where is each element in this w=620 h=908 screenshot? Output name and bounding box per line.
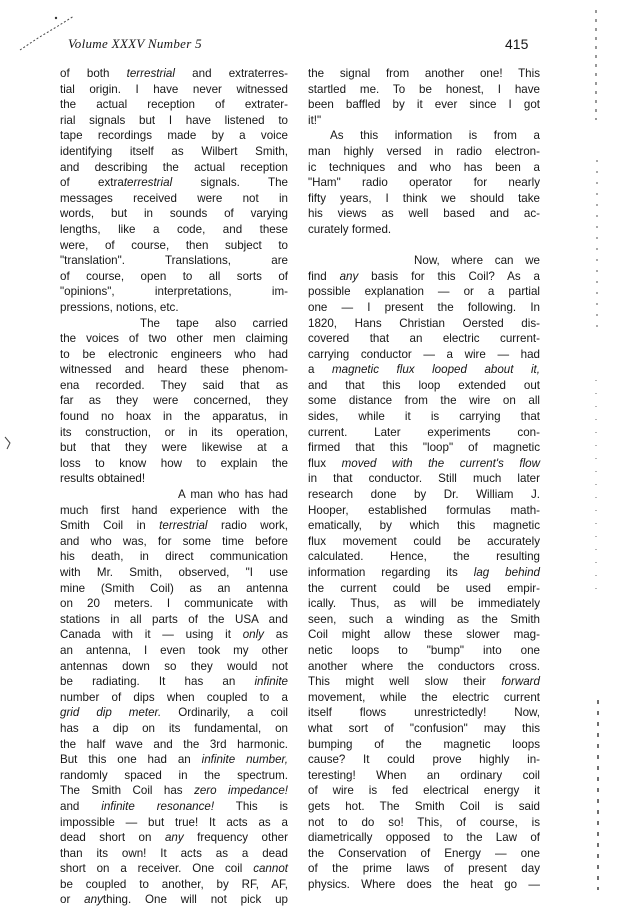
text-line: than its own! It acts as a dead	[60, 846, 288, 860]
text-line: the actual reception of extrater-	[60, 98, 288, 112]
text-line: "Ham" radio operator for nearly	[308, 176, 540, 190]
text-line: not to do so! This, of course, is	[308, 815, 540, 829]
text-line: firmed that this "loop" of magnetic	[308, 441, 540, 455]
text-line: antennas down so they would not	[60, 659, 288, 673]
text-line: current. Later experiments con-	[308, 425, 540, 439]
text-line	[308, 238, 540, 254]
text-line: dead short on any frequency other	[60, 831, 288, 845]
text-line: "translation". Translations, are	[60, 254, 288, 268]
text-line: 1820, Hans Christian Oersted dis-	[308, 316, 540, 330]
text-line: The Smith Coil has zero impedance!	[60, 784, 288, 798]
text-line: movement, while the electric current	[308, 690, 540, 704]
running-header-volume: Volume XXXV Number 5	[68, 36, 202, 51]
text-line: tape recordings made by a voice	[60, 129, 288, 143]
text-line: found no hoax in the apparatus, in	[60, 410, 288, 424]
text-line: the signal from another one! This	[308, 67, 540, 80]
text-line: startled me. To be honest, I have	[308, 82, 540, 96]
text-line: far as they were concerned, they	[60, 394, 288, 408]
text-line: ically. Thus, as will be immediately	[308, 597, 540, 611]
text-line: Now, where can we	[414, 254, 540, 268]
text-line: words, but in sounds of varying	[60, 207, 288, 221]
text-line: and infinite resonance! This is	[60, 799, 288, 813]
text-line: of wire is fed electrical energy it	[308, 784, 540, 798]
text-line: lengths, like a code, and these	[60, 222, 288, 236]
text-line: information regarding its lag behind	[308, 566, 540, 579]
text-line: This might well slow their forward	[308, 675, 540, 689]
text-line: identifying itself as Wilbert Smith,	[60, 144, 288, 158]
text-line: be radiating. It has an infinite	[60, 675, 288, 689]
text-line: results obtained!	[60, 472, 146, 486]
text-line: teresting! When an ordinary coil	[308, 768, 540, 782]
text-line: carrying conductor — a wire — had	[308, 347, 540, 361]
text-line: another where the conductors cross.	[308, 659, 540, 673]
text-line: the current could be used empir-	[308, 581, 540, 595]
text-line: mine (Smith Coil) as an antenna	[60, 581, 288, 595]
text-line: the half wave and the 3rd harmonic.	[60, 737, 288, 751]
text-line: fifty years, I think we should take	[308, 191, 540, 205]
text-line: cause? It could prove highly in-	[308, 753, 540, 767]
text-line: of extraterrestrial signals. The	[60, 176, 288, 190]
text-line: of course, open to all sorts of	[60, 269, 288, 283]
text-line: one — I present the following. In	[308, 300, 540, 314]
text-line: gets hot. The Smith Coil is said	[308, 799, 540, 813]
text-line: a magnetic flux looped about it,	[308, 363, 540, 377]
text-line: find any basis for this Coil? As a	[308, 269, 540, 283]
text-line: possible explanation — or a partial	[308, 285, 540, 299]
text-line: But this one had an infinite number,	[60, 753, 288, 767]
text-line: of the prime laws of present day	[308, 862, 540, 876]
text-line: itself flows unrestrictedly! Now,	[308, 706, 540, 720]
text-line: Hooper, established formulas math-	[308, 503, 540, 517]
text-line: or anything. One will not pick up	[60, 893, 288, 907]
scan-edge-marks	[588, 0, 612, 896]
text-line: Canada with it — using it only as	[60, 628, 288, 642]
text-line: curately formed.	[308, 222, 392, 236]
text-line: witnessed and heard these phenom-	[60, 363, 288, 377]
text-line: of both terrestrial and extraterres-	[60, 67, 288, 80]
scan-left-tick	[4, 436, 14, 450]
text-line: research done by Dr. William J.	[308, 488, 540, 502]
text-line: A man who has had	[178, 488, 288, 502]
text-line: and describing the actual reception	[60, 160, 288, 174]
text-line: grid dip meter. Ordinarily, a coil	[60, 706, 288, 720]
text-line: diametrically opposed to the Law of	[308, 831, 540, 845]
text-line: messages received were not in	[60, 191, 288, 205]
text-line: covered that an electric current-	[308, 332, 540, 346]
text-line: it!"	[308, 113, 322, 127]
text-line: but that they were likewise at a	[60, 441, 288, 455]
text-line: its construction, or in its operation,	[60, 425, 288, 439]
text-line: and that this loop extended out	[308, 378, 540, 392]
text-line: an antenna, I even took my other	[60, 643, 288, 657]
right-text-column	[308, 66, 540, 892]
text-line: were, of course, then subject to	[60, 238, 288, 252]
text-line: calculated. Hence, the resulting	[308, 550, 540, 564]
text-line: to be electronic engineers who had	[60, 347, 288, 361]
text-line: flux moved with the current's flow	[308, 456, 540, 470]
text-line: man highly versed in radio electron-	[308, 144, 540, 158]
text-line: has a dip on its fundamental, on	[60, 721, 288, 735]
text-line: what sort of "confusion" may this	[308, 721, 540, 735]
text-line: netic loops to "bump" into one	[308, 643, 540, 657]
text-line: The tape also carried	[140, 316, 288, 330]
text-line: loss to know how to explain the	[60, 456, 288, 470]
text-line: tial origin. I have never witnessed	[60, 82, 288, 96]
left-text-column	[60, 66, 288, 908]
text-line: sides, while it is carrying that	[308, 410, 540, 424]
text-line: and who was, for some time before	[60, 534, 288, 548]
text-line: bumping of the magnetic loops	[308, 737, 540, 751]
text-line: As this information is from a	[330, 129, 540, 143]
text-line: his views as well based and ac-	[308, 207, 540, 221]
text-line: "opinions", interpretations, im-	[60, 285, 288, 299]
text-line: seen, such a winding as the Smith	[308, 612, 540, 626]
text-line: the Conservation of Energy — one	[308, 846, 540, 860]
text-line: some distance from the wire on all	[308, 394, 540, 408]
text-line: in that conductor. Still much later	[308, 472, 540, 486]
text-line: ematically, by which this magnetic	[308, 519, 540, 533]
text-line: impossible — but true! It acts as a	[60, 815, 288, 829]
text-line: number of dips when coupled to a	[60, 690, 288, 704]
text-line: ic techniques and who has been a	[308, 160, 540, 174]
text-line: stations in all parts of the USA and	[60, 612, 288, 626]
text-line: physics. Where does the heat go —	[308, 877, 540, 891]
text-line: Smith Coil in terrestrial radio work,	[60, 519, 289, 533]
text-line: been baffled by it ever since I got	[308, 98, 540, 112]
text-line: Coil might allow these slower mag-	[308, 628, 540, 642]
text-line: on 20 meters. I communicate with	[60, 597, 288, 611]
text-line: pressions, notions, etc.	[60, 300, 179, 314]
text-line: ena recorded. They said that as	[60, 378, 288, 392]
text-line: be coupled to another, by RF, AF,	[60, 877, 288, 891]
text-line: his death, in direct communication	[60, 550, 288, 564]
text-line: rial signals but I have listened to	[60, 113, 288, 127]
text-line: flux movement could be accurately	[308, 534, 540, 548]
text-line: short on a receiver. One coil cannot	[60, 862, 288, 876]
text-line: randomly spaced in the spectrum.	[60, 768, 288, 782]
text-line: with Mr. Smith, observed, "I use	[60, 566, 288, 579]
text-line: the voices of two other men claiming	[60, 332, 288, 346]
text-line: much first hand experience with the	[60, 503, 288, 517]
page-number: 415	[505, 36, 529, 52]
